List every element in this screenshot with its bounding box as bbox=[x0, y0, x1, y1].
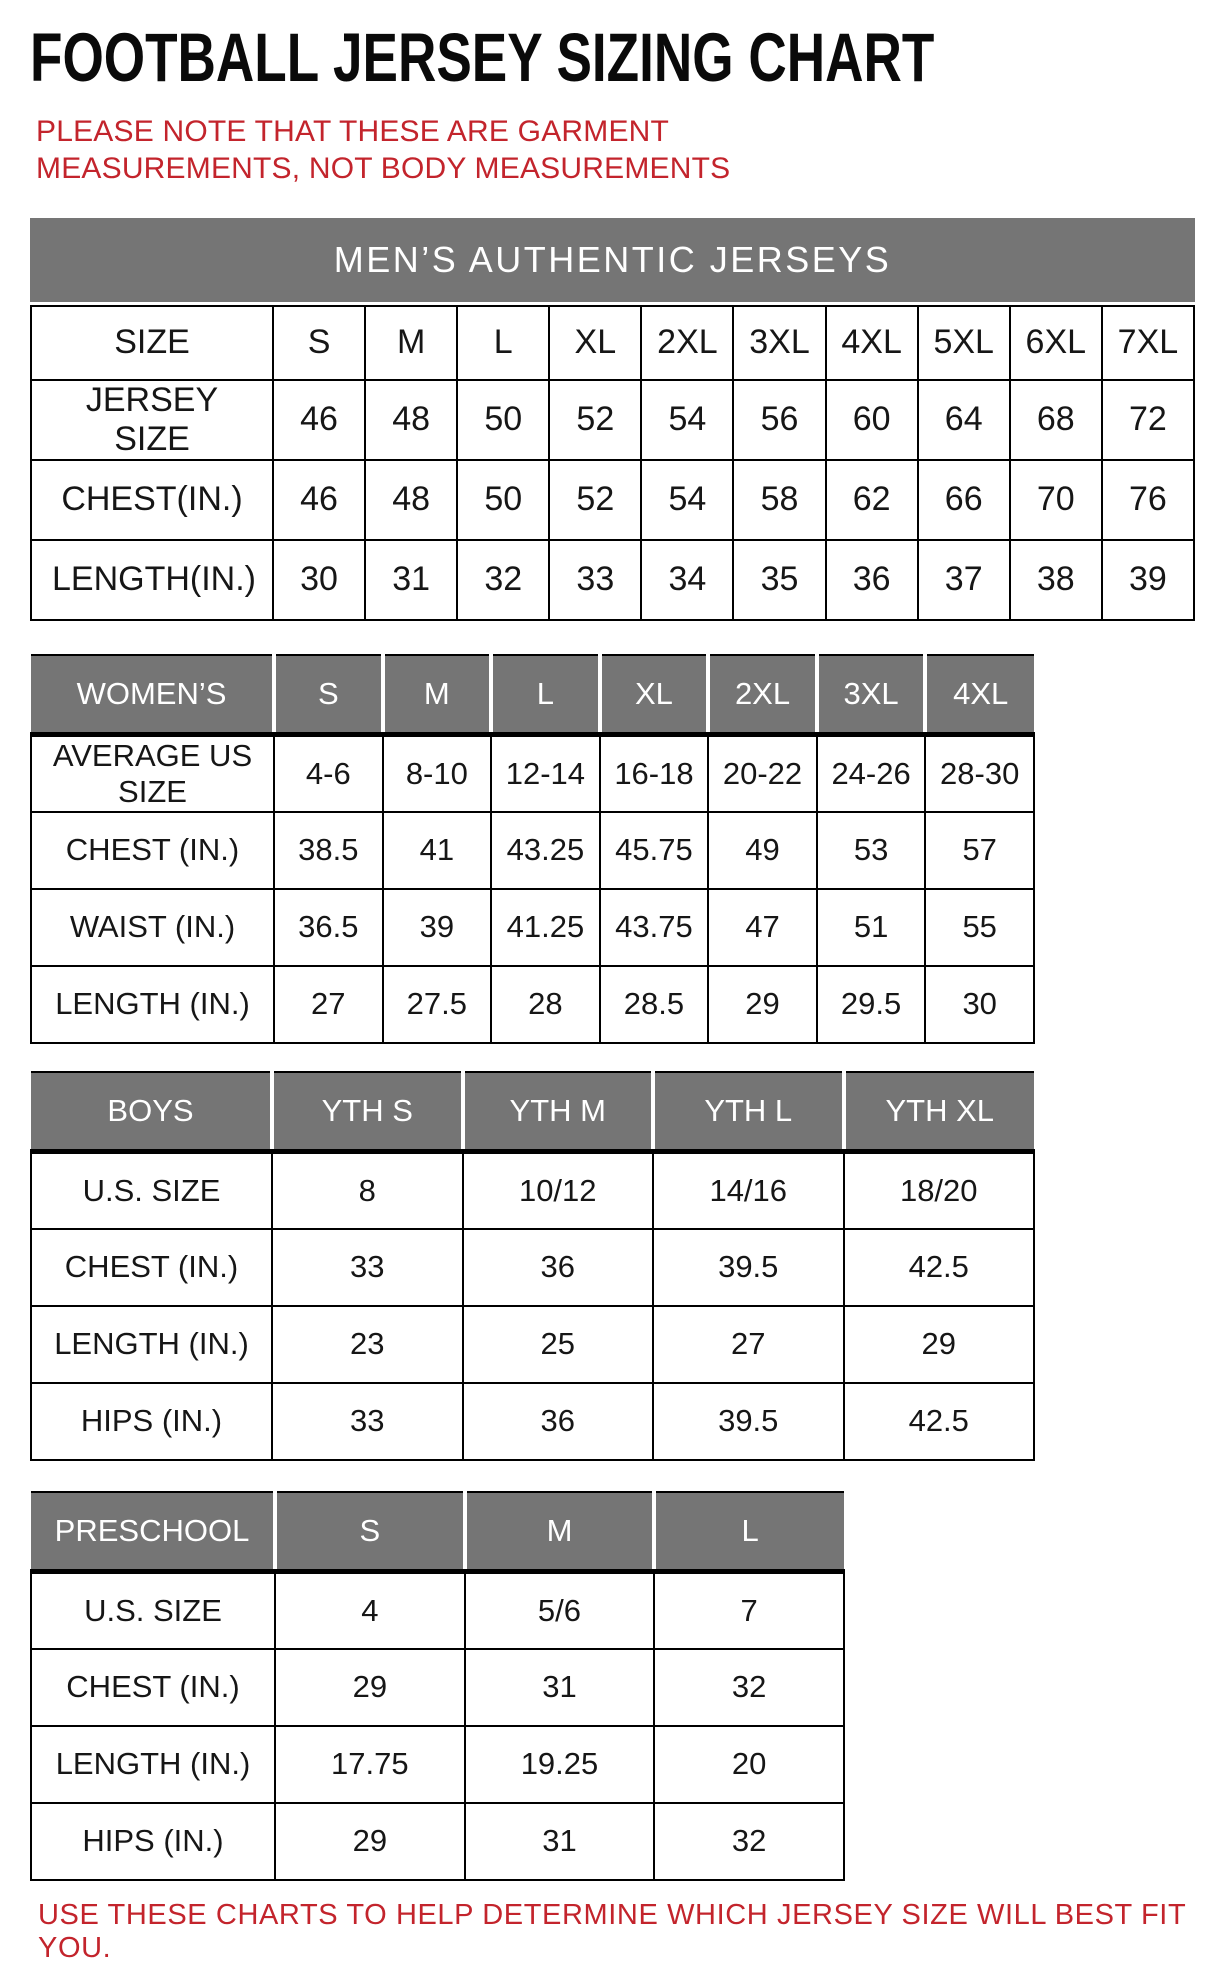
value-cell: 35 bbox=[733, 540, 825, 620]
mens-authentic-jerseys-size-header: L bbox=[457, 306, 549, 380]
value-cell: 30 bbox=[925, 966, 1034, 1043]
row-label: AVERAGE US SIZE bbox=[31, 735, 274, 812]
value-cell: 55 bbox=[925, 889, 1034, 966]
value-cell: 76 bbox=[1102, 460, 1194, 540]
value-cell: 17.75 bbox=[275, 1726, 465, 1803]
value-cell: 7 bbox=[654, 1572, 844, 1649]
value-cell: 36 bbox=[463, 1229, 654, 1306]
value-cell: 47 bbox=[708, 889, 817, 966]
garment-measurement-note: PLEASE NOTE THAT THESE ARE GARMENT MEASUREMENTS, NOT BODY MEASUREMENTS bbox=[36, 114, 731, 185]
value-cell: 42.5 bbox=[844, 1229, 1035, 1306]
value-cell: 33 bbox=[272, 1383, 463, 1460]
row-label: LENGTH (IN.) bbox=[31, 1726, 275, 1803]
boys-data-row bbox=[31, 1306, 1034, 1383]
value-cell: 39 bbox=[383, 889, 492, 966]
mens-authentic-jerseys-data-row bbox=[31, 540, 1194, 620]
row-label: LENGTH (IN.) bbox=[31, 966, 274, 1043]
boys-data-row bbox=[31, 1383, 1034, 1460]
boys-section bbox=[30, 1071, 1220, 1461]
value-cell: 46 bbox=[273, 380, 365, 460]
boys-size-header: YTH L bbox=[653, 1072, 844, 1152]
value-cell: 8 bbox=[272, 1152, 463, 1229]
mens-authentic-jerseys-corner-header: SIZE bbox=[31, 306, 273, 380]
womens-data-row bbox=[31, 735, 1034, 812]
mens-authentic-jerseys-size-header: 7XL bbox=[1102, 306, 1194, 380]
tables-container bbox=[30, 218, 1220, 1881]
value-cell: 57 bbox=[925, 812, 1034, 889]
womens-section bbox=[30, 654, 1220, 1044]
mens-authentic-jerseys-table bbox=[30, 305, 1195, 621]
value-cell: 16-18 bbox=[600, 735, 709, 812]
value-cell: 37 bbox=[918, 540, 1010, 620]
mens-authentic-jerseys-data-row bbox=[31, 380, 1194, 460]
preschool-data-row bbox=[31, 1726, 844, 1803]
value-cell: 51 bbox=[817, 889, 926, 966]
value-cell: 33 bbox=[272, 1229, 463, 1306]
preschool-data-row bbox=[31, 1803, 844, 1880]
womens-size-header: 4XL bbox=[925, 655, 1034, 735]
sizing-chart-page bbox=[30, 19, 1220, 1965]
preschool-section bbox=[30, 1491, 1220, 1881]
value-cell: 46 bbox=[273, 460, 365, 540]
value-cell: 64 bbox=[918, 380, 1010, 460]
boys-corner-header: BOYS bbox=[31, 1072, 272, 1152]
boys-data-row bbox=[31, 1229, 1034, 1306]
value-cell: 48 bbox=[365, 380, 457, 460]
value-cell: 28-30 bbox=[925, 735, 1034, 812]
value-cell: 72 bbox=[1102, 380, 1194, 460]
row-label: WAIST (IN.) bbox=[31, 889, 274, 966]
value-cell: 20 bbox=[654, 1726, 844, 1803]
womens-size-header: 2XL bbox=[708, 655, 817, 735]
value-cell: 58 bbox=[733, 460, 825, 540]
page-title: FOOTBALL JERSEY SIZING CHART bbox=[30, 19, 935, 96]
mens-authentic-jerseys-size-header: 6XL bbox=[1010, 306, 1102, 380]
value-cell: 29 bbox=[844, 1306, 1035, 1383]
value-cell: 31 bbox=[365, 540, 457, 620]
womens-data-row bbox=[31, 889, 1034, 966]
value-cell: 32 bbox=[654, 1803, 844, 1880]
row-label: JERSEY SIZE bbox=[31, 380, 273, 460]
value-cell: 12-14 bbox=[491, 735, 600, 812]
value-cell: 38.5 bbox=[274, 812, 383, 889]
preschool-table bbox=[30, 1491, 845, 1881]
mens-authentic-jerseys-header-row bbox=[31, 306, 1194, 380]
womens-size-header: 3XL bbox=[817, 655, 926, 735]
preschool-header-row bbox=[31, 1492, 844, 1572]
mens-authentic-jerseys-size-header: 2XL bbox=[641, 306, 733, 380]
value-cell: 68 bbox=[1010, 380, 1102, 460]
boys-table bbox=[30, 1071, 1035, 1461]
value-cell: 66 bbox=[918, 460, 1010, 540]
value-cell: 52 bbox=[549, 380, 641, 460]
mens-authentic-jerseys-size-header: M bbox=[365, 306, 457, 380]
value-cell: 39.5 bbox=[653, 1383, 844, 1460]
value-cell: 24-26 bbox=[817, 735, 926, 812]
value-cell: 36.5 bbox=[274, 889, 383, 966]
row-label: CHEST (IN.) bbox=[31, 1229, 272, 1306]
womens-size-header: L bbox=[491, 655, 600, 735]
value-cell: 41 bbox=[383, 812, 492, 889]
row-label: LENGTH(IN.) bbox=[31, 540, 273, 620]
value-cell: 42.5 bbox=[844, 1383, 1035, 1460]
value-cell: 29 bbox=[275, 1649, 465, 1726]
womens-data-row bbox=[31, 812, 1034, 889]
mens-authentic-jerseys-size-header: 5XL bbox=[918, 306, 1010, 380]
boys-size-header: YTH S bbox=[272, 1072, 463, 1152]
womens-table bbox=[30, 654, 1035, 1044]
preschool-size-header: L bbox=[654, 1492, 844, 1572]
womens-header-row bbox=[31, 655, 1034, 735]
value-cell: 8-10 bbox=[383, 735, 492, 812]
value-cell: 4-6 bbox=[274, 735, 383, 812]
value-cell: 29.5 bbox=[817, 966, 926, 1043]
value-cell: 45.75 bbox=[600, 812, 709, 889]
value-cell: 43.25 bbox=[491, 812, 600, 889]
row-label: CHEST(IN.) bbox=[31, 460, 273, 540]
value-cell: 54 bbox=[641, 460, 733, 540]
womens-size-header: S bbox=[274, 655, 383, 735]
value-cell: 31 bbox=[465, 1649, 655, 1726]
row-label: HIPS (IN.) bbox=[31, 1383, 272, 1460]
preschool-corner-header: PRESCHOOL bbox=[31, 1492, 275, 1572]
value-cell: 39 bbox=[1102, 540, 1194, 620]
row-label: HIPS (IN.) bbox=[31, 1803, 275, 1880]
row-label: CHEST (IN.) bbox=[31, 812, 274, 889]
value-cell: 23 bbox=[272, 1306, 463, 1383]
value-cell: 32 bbox=[457, 540, 549, 620]
value-cell: 52 bbox=[549, 460, 641, 540]
value-cell: 62 bbox=[826, 460, 918, 540]
footer-note: USE THESE CHARTS TO HELP DETERMINE WHICH JERSEY SIZE WILL BEST FIT YOU. bbox=[38, 1898, 1186, 1964]
value-cell: 36 bbox=[463, 1383, 654, 1460]
value-cell: 30 bbox=[273, 540, 365, 620]
mens-authentic-jerseys-size-header: XL bbox=[549, 306, 641, 380]
value-cell: 50 bbox=[457, 460, 549, 540]
value-cell: 50 bbox=[457, 380, 549, 460]
value-cell: 29 bbox=[708, 966, 817, 1043]
boys-header-row bbox=[31, 1072, 1034, 1152]
preschool-size-header: M bbox=[465, 1492, 655, 1572]
value-cell: 27.5 bbox=[383, 966, 492, 1043]
value-cell: 32 bbox=[654, 1649, 844, 1726]
value-cell: 20-22 bbox=[708, 735, 817, 812]
value-cell: 41.25 bbox=[491, 889, 600, 966]
womens-size-header: M bbox=[383, 655, 492, 735]
row-label: U.S. SIZE bbox=[31, 1152, 272, 1229]
mens-authentic-jerseys-size-header: 4XL bbox=[826, 306, 918, 380]
value-cell: 36 bbox=[826, 540, 918, 620]
value-cell: 4 bbox=[275, 1572, 465, 1649]
value-cell: 48 bbox=[365, 460, 457, 540]
womens-size-header: XL bbox=[600, 655, 709, 735]
value-cell: 10/12 bbox=[463, 1152, 654, 1229]
value-cell: 27 bbox=[653, 1306, 844, 1383]
value-cell: 49 bbox=[708, 812, 817, 889]
mens-authentic-jerseys-size-header: S bbox=[273, 306, 365, 380]
row-label: U.S. SIZE bbox=[31, 1572, 275, 1649]
value-cell: 60 bbox=[826, 380, 918, 460]
value-cell: 31 bbox=[465, 1803, 655, 1880]
value-cell: 5/6 bbox=[465, 1572, 655, 1649]
value-cell: 28 bbox=[491, 966, 600, 1043]
value-cell: 38 bbox=[1010, 540, 1102, 620]
value-cell: 43.75 bbox=[600, 889, 709, 966]
value-cell: 27 bbox=[274, 966, 383, 1043]
mens-authentic-jerseys-banner: MEN’S AUTHENTIC JERSEYS bbox=[30, 218, 1195, 302]
boys-data-row bbox=[31, 1152, 1034, 1229]
preschool-data-row bbox=[31, 1572, 844, 1649]
value-cell: 56 bbox=[733, 380, 825, 460]
mens-authentic-jerseys-data-row bbox=[31, 460, 1194, 540]
mens-authentic-jerseys-section bbox=[30, 218, 1220, 621]
boys-size-header: YTH XL bbox=[844, 1072, 1035, 1152]
boys-size-header: YTH M bbox=[463, 1072, 654, 1152]
value-cell: 29 bbox=[275, 1803, 465, 1880]
preschool-size-header: S bbox=[275, 1492, 465, 1572]
row-label: CHEST (IN.) bbox=[31, 1649, 275, 1726]
womens-corner-header: WOMEN’S bbox=[31, 655, 274, 735]
value-cell: 54 bbox=[641, 380, 733, 460]
value-cell: 19.25 bbox=[465, 1726, 655, 1803]
value-cell: 34 bbox=[641, 540, 733, 620]
row-label: LENGTH (IN.) bbox=[31, 1306, 272, 1383]
value-cell: 18/20 bbox=[844, 1152, 1035, 1229]
preschool-data-row bbox=[31, 1649, 844, 1726]
value-cell: 14/16 bbox=[653, 1152, 844, 1229]
womens-data-row bbox=[31, 966, 1034, 1043]
value-cell: 53 bbox=[817, 812, 926, 889]
value-cell: 70 bbox=[1010, 460, 1102, 540]
value-cell: 25 bbox=[463, 1306, 654, 1383]
value-cell: 28.5 bbox=[600, 966, 709, 1043]
mens-authentic-jerseys-size-header: 3XL bbox=[733, 306, 825, 380]
value-cell: 39.5 bbox=[653, 1229, 844, 1306]
value-cell: 33 bbox=[549, 540, 641, 620]
